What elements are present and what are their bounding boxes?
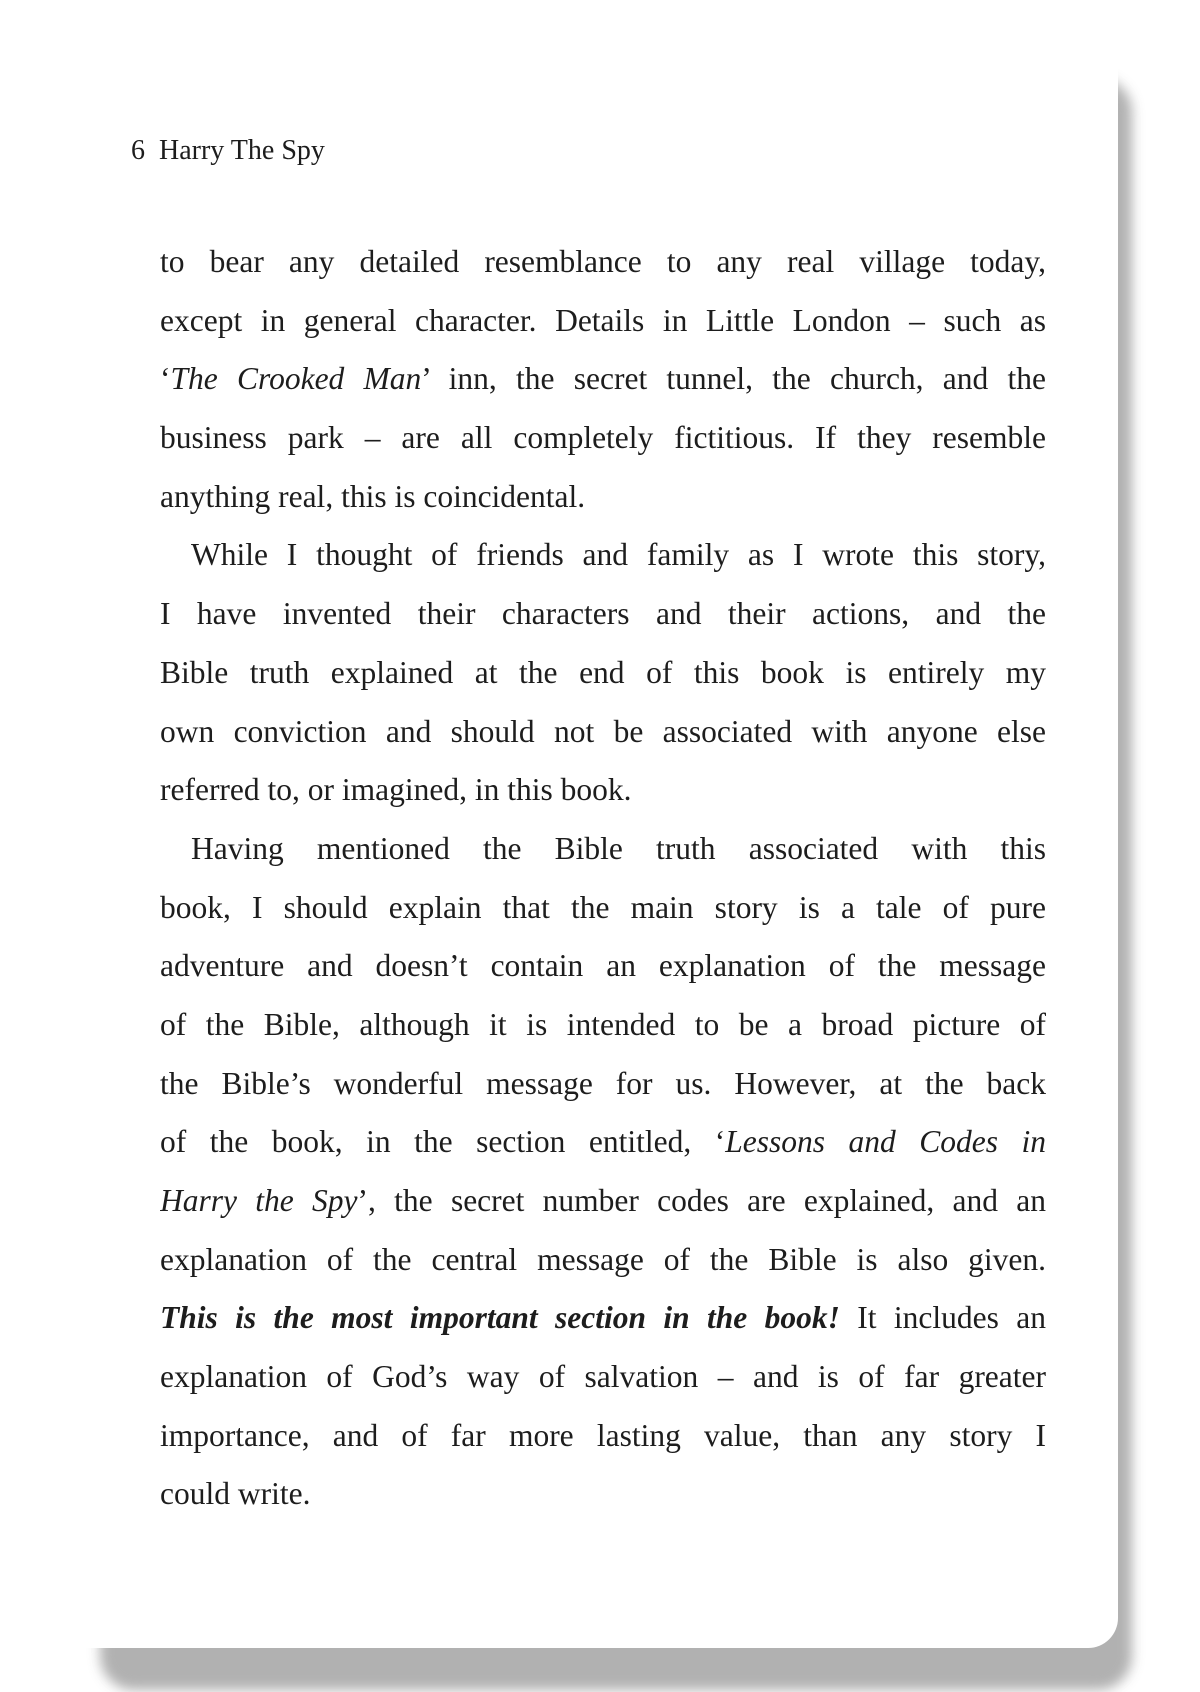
text-line	[160, 1231, 1046, 1290]
italic-text: Harry the Spy	[160, 1183, 358, 1218]
text-segment: Having mentioned the Bible truth associated with this	[191, 830, 1046, 866]
text-line	[160, 292, 1046, 351]
text-segment: book, I should explain that the main story is a tale of pure	[160, 889, 1046, 925]
text-segment: of the Bible, although it is intended to be a broad picture of	[160, 1006, 1046, 1042]
text-segment: adventure and doesn’t contain an explanation of the message	[160, 948, 1046, 984]
text-segment: to bear any detailed resemblance to any real village today,	[160, 244, 1046, 279]
text-line	[160, 703, 1046, 762]
text-segment: importance, and of far more lasting value, than any story I	[160, 1417, 1046, 1453]
text-segment: the Bible’s wonderful message for us. However, at the back	[160, 1065, 1046, 1101]
running-title: Harry The Spy	[159, 135, 325, 166]
text-line	[160, 409, 1046, 468]
text-segment: explanation of God’s way of salvation – and is of far greater	[160, 1359, 1046, 1395]
text-line	[160, 1348, 1046, 1407]
text-line	[160, 468, 1046, 527]
bold-italic-text: This is the most important section in the book!	[160, 1300, 840, 1336]
text-segment: of the book, in the section entitled, ‘	[160, 1124, 726, 1160]
running-head	[131, 133, 325, 169]
text-line	[160, 350, 1046, 409]
text-segment: Bible truth explained at the end of this book is entirely my	[160, 654, 1046, 690]
text-line	[160, 1113, 1046, 1172]
italic-text: The Crooked Man	[170, 361, 422, 397]
text-segment: own conviction and should not be associated with anyone else	[160, 713, 1046, 749]
text-segment: ‘	[160, 361, 171, 397]
page-number: 6	[131, 135, 145, 166]
text-line	[160, 1465, 1046, 1524]
text-segment: While I thought of friends and family as I wrote this story,	[191, 537, 1046, 573]
text-segment: could write.	[160, 1476, 311, 1512]
text-line	[160, 1407, 1046, 1466]
text-segment: referred to, or imagined, in this book.	[160, 772, 632, 808]
text-segment: explanation of the central message of the Bible is also given.	[160, 1241, 1046, 1277]
text-line	[160, 526, 1046, 585]
text-line	[160, 879, 1046, 938]
text-line	[160, 1055, 1046, 1114]
text-line	[160, 585, 1046, 644]
text-line	[160, 1172, 1046, 1231]
text-segment: except in general character. Details in Little London – such as	[160, 302, 1046, 338]
text-segment: It includes an	[839, 1300, 1046, 1336]
text-segment: anything real, this is coincidental.	[160, 478, 586, 514]
text-line	[160, 644, 1046, 703]
italic-text: Lessons and Codes in	[725, 1124, 1046, 1160]
text-line	[160, 937, 1046, 996]
text-line	[160, 820, 1046, 879]
text-line	[160, 233, 1046, 292]
text-line	[160, 1289, 1046, 1348]
text-line	[160, 761, 1046, 820]
text-line	[160, 996, 1046, 1055]
text-segment: I have invented their characters and their actions, and the	[160, 596, 1046, 632]
body-text	[160, 233, 1046, 1524]
text-segment: ’ inn, the secret tunnel, the church, and the	[421, 361, 1046, 397]
text-segment: business park – are all completely fictitious. If they resemble	[160, 420, 1046, 456]
text-segment: ’, the secret number codes are explained, and an	[357, 1183, 1046, 1218]
